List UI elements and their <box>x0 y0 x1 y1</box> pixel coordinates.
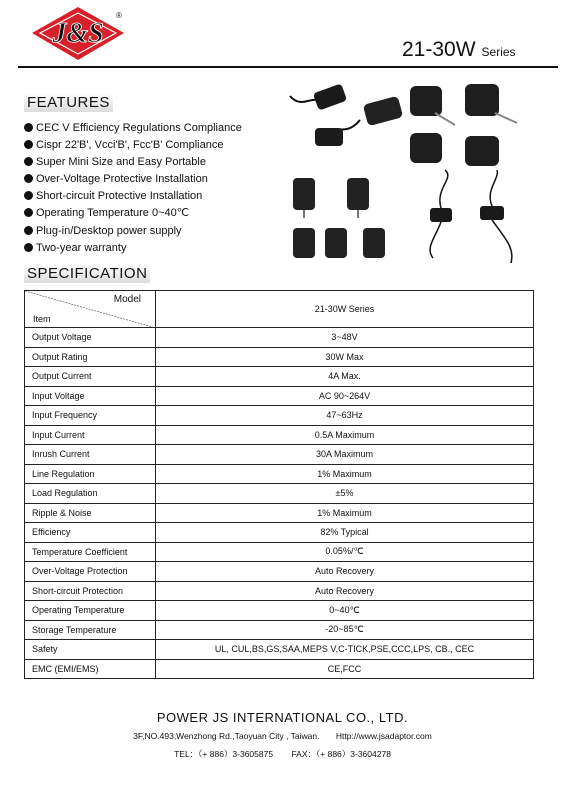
model-label: Model <box>113 294 141 305</box>
bullet-icon <box>24 191 33 200</box>
table-row: Over-Voltage Protection Auto Recovery <box>25 562 534 582</box>
table-row: Storage Temperature -20~85℃ <box>25 620 534 640</box>
address: 3F,NO.493,Wenzhong Rd.,Taoyuan City , Taiwan. <box>133 731 320 741</box>
table-row: Input Frequency 47~63Hz <box>25 406 534 426</box>
logo-text: J&S <box>52 18 104 49</box>
fax: FAX：（+ 886）3-3604278 <box>291 749 391 759</box>
specification-table <box>24 290 534 679</box>
table-row: Load Regulation ±5% <box>25 484 534 504</box>
address-line <box>0 731 565 741</box>
bullet-icon <box>24 174 33 183</box>
table-row: Efficiency 82% Typical <box>25 523 534 543</box>
wall-adapter-photo <box>410 84 517 166</box>
table-row: Short-circuit Protection Auto Recovery <box>25 581 534 601</box>
feature-item: Over-Voltage Protective Installation <box>24 171 284 188</box>
table-row: Ripple & Noise 1% Maximum <box>25 503 534 523</box>
website-link[interactable]: Http://www.jsadaptor.com <box>335 731 432 741</box>
table-header-row <box>25 291 534 328</box>
table-row: Output Current 4A Max. <box>25 367 534 387</box>
table-row: Operating Temperature 0~40℃ <box>25 601 534 621</box>
table-row: Input Voltage AC 90~264V <box>25 386 534 406</box>
feature-item: Super Mini Size and Easy Portable <box>24 154 284 171</box>
model-item-header-cell <box>25 291 156 328</box>
table-row: Output Voltage 3~48V <box>25 328 534 348</box>
bullet-icon <box>24 243 33 252</box>
company-name: POWER JS INTERNATIONAL CO., LTD. <box>156 710 409 725</box>
feature-item: Two-year warranty <box>24 240 284 257</box>
table-row: Temperature Coefficient 0.05%/℃ <box>25 542 534 562</box>
page-footer <box>0 710 565 760</box>
feature-item: Operating Temperature 0~40℃ <box>24 205 284 222</box>
bullet-icon <box>24 226 33 235</box>
series-title <box>402 38 516 62</box>
table-row: Inrush Current 30A Maximum <box>25 445 534 465</box>
registered-mark: ® <box>116 11 122 20</box>
table-row: Input Current 0.5A Maximum <box>25 425 534 445</box>
table-row: Line Regulation 1% Maximum <box>25 464 534 484</box>
bullet-icon <box>24 208 33 217</box>
plug-adapters-photo <box>293 178 385 258</box>
bullet-icon <box>24 123 33 132</box>
bullet-icon <box>24 140 33 149</box>
page-header <box>0 0 565 70</box>
series-sub: Series <box>481 45 516 59</box>
desktop-adapter-photo <box>290 83 403 146</box>
telephone: TEL：（+ 886）3-3605875 <box>174 749 274 759</box>
feature-item: Cispr 22'B', Vcci'B', Fcc'B' Compliance <box>24 137 284 154</box>
model-name-cell: 21-30W Series <box>156 291 534 328</box>
feature-item: CEC V Efficiency Regulations Compliance <box>24 120 284 137</box>
series-main: 21-30W <box>402 38 476 61</box>
bullet-icon <box>24 157 33 166</box>
item-label: Item <box>33 314 51 324</box>
contact-line <box>0 748 565 760</box>
features-heading: FEATURES <box>24 93 113 112</box>
table-row: Safety UL, CUL,BS,GS,SAA,MEPS V,C-TICK,PSE,CCC,LPS, CB., CEC <box>25 640 534 660</box>
features-list <box>24 120 284 257</box>
table-row: Output Rating 30W Max <box>25 347 534 367</box>
table-row: EMC (EMI/EMS) CE,FCC <box>25 659 534 679</box>
feature-item: Plug-in/Desktop power supply <box>24 223 284 240</box>
feature-item: Short-circuit Protective Installation <box>24 188 284 205</box>
js-logo <box>30 6 125 61</box>
product-photos <box>285 78 550 273</box>
header-rule <box>18 66 558 68</box>
cable-adapters-photo <box>430 170 512 263</box>
specification-heading: SPECIFICATION <box>24 264 150 283</box>
